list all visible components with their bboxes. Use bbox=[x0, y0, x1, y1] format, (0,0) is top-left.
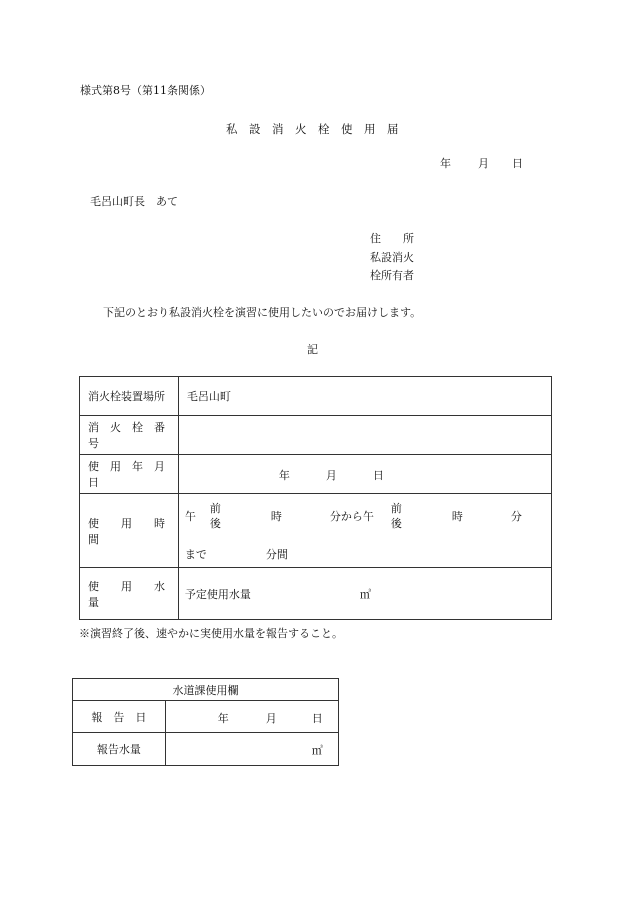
main-table bbox=[79, 376, 552, 620]
use-time-label: 使 用 時 間 bbox=[80, 494, 179, 568]
time-mae-1: 前 bbox=[209, 502, 221, 515]
time-go-1: 後 bbox=[209, 517, 221, 530]
date-year: 年 bbox=[440, 157, 451, 170]
row-report-water bbox=[73, 733, 339, 766]
intro-text: 下記のとおり私設消火栓を演習に使用したいのでお届けします。 bbox=[103, 306, 422, 319]
office-header-row bbox=[73, 679, 339, 701]
report-month: 月 bbox=[265, 712, 277, 725]
row-hydrant-number bbox=[80, 416, 552, 455]
row-water-volume bbox=[80, 568, 552, 620]
address-label: 住 所 bbox=[370, 232, 414, 245]
use-date-month: 月 bbox=[325, 469, 337, 482]
location-label: 消火栓装置場所 bbox=[80, 377, 179, 416]
use-date-day: 日 bbox=[372, 469, 384, 482]
ki-heading: 記 bbox=[307, 343, 318, 356]
use-date-year: 年 bbox=[278, 469, 290, 482]
owner-label-line2: 栓所有者 bbox=[370, 269, 414, 282]
time-mae-2: 前 bbox=[390, 502, 402, 515]
addressee: 毛呂山町長 あて bbox=[90, 195, 178, 208]
report-day: 日 bbox=[311, 712, 323, 725]
row-use-time bbox=[80, 494, 552, 568]
date-month: 月 bbox=[478, 157, 489, 170]
time-ji-1: 時 bbox=[270, 510, 282, 523]
office-header: 水道課使用欄 bbox=[73, 679, 339, 701]
hydrant-number-label: 消 火 栓 番 号 bbox=[80, 416, 179, 455]
row-use-date bbox=[80, 455, 552, 494]
report-date-label: 報 告 日 bbox=[73, 701, 166, 733]
time-fun-2: 分 bbox=[510, 510, 522, 523]
time-made: まで bbox=[184, 548, 207, 561]
water-volume-unit: ㎥ bbox=[359, 588, 371, 601]
office-table bbox=[72, 678, 339, 766]
use-date-label: 使 用 年 月 日 bbox=[80, 455, 179, 494]
use-time-value[interactable] bbox=[178, 494, 551, 568]
use-date-value[interactable] bbox=[178, 455, 551, 494]
row-report-date bbox=[73, 701, 339, 733]
form-number: 様式第8号（第11条関係） bbox=[80, 84, 211, 97]
report-year: 年 bbox=[217, 712, 229, 725]
report-water-value[interactable] bbox=[165, 733, 338, 766]
report-water-label: 報告水量 bbox=[73, 733, 166, 766]
water-volume-value[interactable] bbox=[178, 568, 551, 620]
time-ji-2: 時 bbox=[451, 510, 463, 523]
water-volume-text: 予定使用水量 bbox=[184, 588, 251, 601]
hydrant-number-value[interactable] bbox=[178, 416, 551, 455]
water-volume-label: 使 用 水 量 bbox=[80, 568, 179, 620]
note: ※演習終了後、速やかに実使用水量を報告すること。 bbox=[79, 627, 343, 640]
time-funkan: 分間 bbox=[265, 548, 288, 561]
row-location bbox=[80, 377, 552, 416]
time-fun-kara: 分から午 bbox=[329, 510, 374, 523]
report-water-unit: ㎥ bbox=[311, 744, 323, 757]
owner-label-line1: 私設消火 bbox=[370, 251, 414, 264]
location-value[interactable]: 毛呂山町 bbox=[178, 377, 551, 416]
date-day: 日 bbox=[512, 157, 523, 170]
time-gozen-1: 午 bbox=[184, 510, 196, 523]
time-go-2: 後 bbox=[390, 517, 402, 530]
page-title: 私 設 消 火 栓 使 用 届 bbox=[226, 122, 399, 136]
report-date-value[interactable] bbox=[165, 701, 338, 733]
